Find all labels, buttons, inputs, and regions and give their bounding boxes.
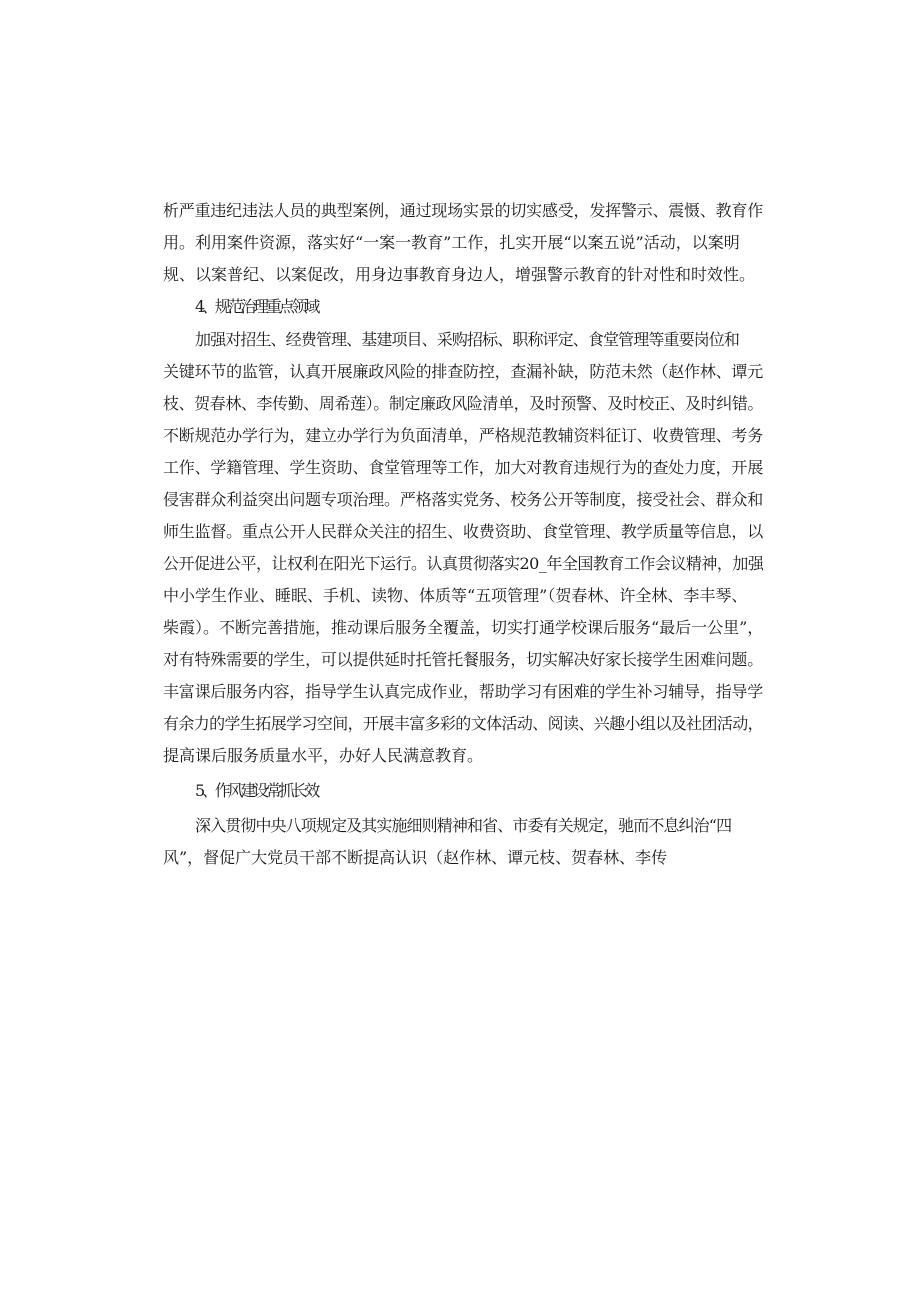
paragraph-line: 工作、学籍管理、学生资助、食堂管理等工作，加大对教育违规行为的查处力度，开展: [163, 458, 764, 477]
section-heading: 5、作风建设常抓长效: [195, 781, 318, 800]
paragraph-line: 柴霞）。不断完善措施，推动课后服务全覆盖，切实打通学校课后服务“最后一公里”，: [163, 618, 764, 637]
section-heading: 4、规范治理重点领域: [195, 297, 318, 316]
paragraph-line: 用。利用案件资源，落实好“一案一教育”工作，扎实开展“以案五说”活动，以案明: [163, 233, 740, 252]
paragraph-line: 不断规范办学行为，建立办学行为负面清单，严格规范教辅资料征订、收费管理、考务: [163, 426, 764, 445]
paragraph-line: 风”，督促广大党员干部不断提高认识（赵作林、谭元枝、贺春林、李传: [163, 848, 668, 867]
paragraph-line: 提高课后服务质量水平，办好人民满意教育。: [163, 746, 484, 765]
paragraph-line: 丰富课后服务内容，指导学生认真完成作业，帮助学习有困难的学生补习辅导，指导学: [163, 682, 764, 701]
paragraph-line: 中小学生作业、睡眠、手机、读物、体质等“五项管理”（贺春林、许全林、李丰琴、: [163, 586, 748, 605]
paragraph-line: 枝、贺春林、李传勤、周希莲）。制定廉政风险清单，及时预警、及时校正、及时纠错。: [163, 394, 764, 413]
paragraph-line: 深入贯彻中央八项规定及其实施细则精神和省、市委有关规定，驰而不息纠治“四: [195, 816, 732, 835]
paragraph-line: 师生监督。重点公开人民群众关注的招生、收费资助、食堂管理、教学质量等信息，以: [163, 522, 764, 541]
paragraph-line: 规、以案普纪、以案促改，用身边事教育身边人，增强警示教育的针对性和时效性。: [163, 265, 756, 284]
paragraph-line: 对有特殊需要的学生，可以提供延时托管托餐服务，切实解决好家长接学生困难问题。: [163, 650, 764, 669]
paragraph-line: 加强对招生、经费管理、基建项目、采购招标、职称评定、食堂管理等重要岗位和: [195, 330, 740, 349]
paragraph-line: 公开促进公平，让权利在阳光下运行。认真贯彻落实20_年全国教育工作会议精神，加强: [163, 554, 764, 573]
paragraph-line: 关键环节的监管，认真开展廉政风险的排查防控，查漏补缺，防范未然（赵作林、谭元: [163, 362, 764, 381]
paragraph-line: 侵害群众利益突出问题专项治理。严格落实党务、校务公开等制度，接受社会、群众和: [163, 490, 764, 509]
paragraph-line: 有余力的学生拓展学习空间，开展丰富多彩的文体活动、阅读、兴趣小组以及社团活动，: [163, 714, 764, 733]
paragraph-line: 析严重违纪违法人员的典型案例，通过现场实景的切实感受，发挥警示、震慑、教育作: [163, 201, 764, 220]
